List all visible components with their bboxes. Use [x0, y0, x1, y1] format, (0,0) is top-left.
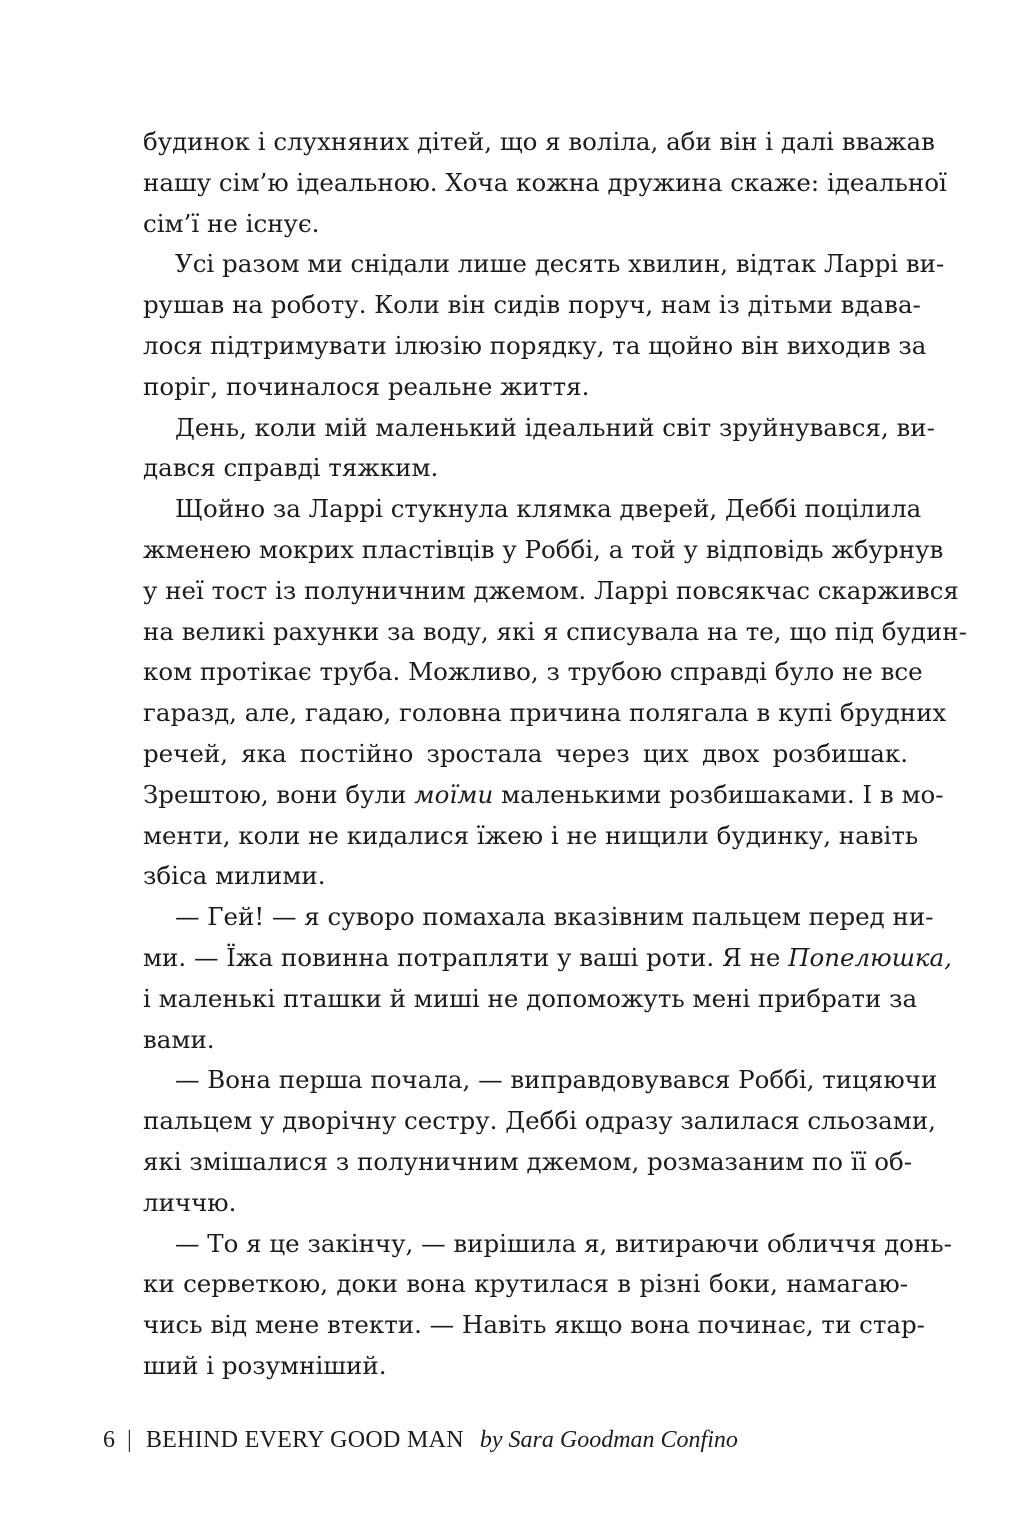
emphasized-text: моїми	[414, 779, 494, 809]
text-run: — То я це закінчу, — вирішила я, витираючи обличчя донь-	[175, 1228, 952, 1258]
text-line	[143, 1142, 913, 1183]
text-run: Усі разом ми снідали лише десять хвилин, відтак Ларрі ви-	[175, 249, 945, 279]
text-run: будинок і слухняних дітей, що я воліла, аби він і далі вважав	[143, 127, 935, 156]
text-line	[143, 1346, 908, 1387]
text-run: чись від мене втекти. — Навіть якщо вона починає, ти стар-	[143, 1310, 925, 1340]
text-line	[143, 408, 935, 449]
text-run: маленькими розбишаками. І в мо-	[493, 779, 944, 809]
text-run: збіса милими.	[143, 861, 326, 891]
text-run: гаразд, але, гадаю, головна причина полягала в купі брудних	[143, 698, 947, 728]
text-line	[143, 1183, 908, 1224]
text-line	[143, 1060, 938, 1101]
text-line	[143, 489, 922, 530]
page-number: 6	[103, 1427, 115, 1453]
text-run: пальцем у дворічну сестру. Деббі одразу залилася сльозами,	[143, 1106, 936, 1136]
text-line	[143, 979, 918, 1020]
text-run: вами.	[143, 1024, 215, 1054]
text-run: менти, коли не кидалися їжею і не нищили будинку, навіть	[143, 820, 919, 850]
page-footer	[103, 1422, 738, 1458]
text-run: ки серветкою, доки вона крутилася в різні боки, намагаю-	[143, 1269, 908, 1299]
author-credit: by Sara Goodman Confino	[479, 1427, 738, 1453]
text-line	[143, 693, 947, 734]
text-line	[143, 1264, 908, 1305]
text-line	[143, 122, 935, 163]
text-run: лося підтримувати ілюзію порядку, та щойно він виходив за	[143, 330, 927, 360]
text-line	[143, 816, 919, 857]
text-line	[143, 1224, 952, 1265]
text-run: сім’ї не існує.	[143, 208, 320, 238]
text-line	[143, 571, 959, 612]
text-run: ми. — Їжа повинна потрапляти у ваші роти. Я не	[143, 942, 789, 972]
text-run: — Гей! — я суворо помахала вказівним пальцем перед ни-	[175, 902, 934, 932]
running-title: BEHIND EVERY GOOD MAN	[145, 1427, 464, 1453]
text-line	[143, 163, 947, 204]
text-line	[143, 775, 944, 816]
text-run: у неї тост із полуничним джемом. Ларрі повсякчас скаржився	[143, 575, 959, 605]
text-line	[143, 326, 927, 367]
text-line	[143, 612, 967, 653]
text-line	[143, 938, 952, 979]
text-run: на великі рахунки за воду, які я списувала на те, що під будин-	[143, 616, 967, 646]
emphasized-text: Попелюшка,	[788, 942, 952, 972]
text-run: нашу сім’ю ідеальною. Хоча кожна дружина скаже: ідеальної	[143, 167, 947, 197]
text-line	[143, 897, 934, 938]
text-line	[143, 734, 908, 775]
text-run: і маленькі пташки й миші не допоможуть мені прибрати за	[143, 983, 918, 1013]
text-run: личчю.	[143, 1187, 237, 1217]
text-run: ший і розумніший.	[143, 1350, 387, 1380]
text-run: поріг, починалося реальне життя.	[143, 371, 590, 401]
text-run: рушав на роботу. Коли він сидів поруч, нам із дітьми вдава-	[143, 290, 921, 320]
text-line	[143, 1305, 925, 1346]
text-run: ком протікає труба. Можливо, з трубою справді було не все	[143, 657, 923, 687]
text-line	[143, 204, 908, 245]
body-text	[143, 122, 967, 1387]
text-line	[143, 367, 908, 408]
footer-separator: |	[127, 1427, 132, 1453]
text-run: — Вона перша почала, — виправдовувався Роббі, тицяючи	[175, 1065, 938, 1095]
text-line	[143, 530, 944, 571]
text-line	[143, 856, 908, 897]
text-run: які змішалися з полуничним джемом, розмазаним по її об-	[143, 1146, 913, 1176]
text-run: Зрештою, вони були	[143, 779, 415, 809]
text-line	[143, 244, 945, 285]
text-line	[143, 1020, 908, 1061]
text-line	[143, 652, 923, 693]
text-run: жменею мокрих пластівців у Роббі, а той у відповідь жбурнув	[143, 534, 944, 564]
text-run: речей, яка постійно зростала через цих двох розбишак.	[143, 738, 908, 768]
text-run: День, коли мій маленький ідеальний світ зруйнувався, ви-	[175, 412, 935, 442]
text-line	[143, 1101, 936, 1142]
text-run: дався справді тяжким.	[143, 453, 439, 483]
text-run: Щойно за Ларрі стукнула клямка дверей, Деббі поцілила	[175, 494, 922, 524]
text-line	[143, 448, 908, 489]
text-line	[143, 285, 921, 326]
